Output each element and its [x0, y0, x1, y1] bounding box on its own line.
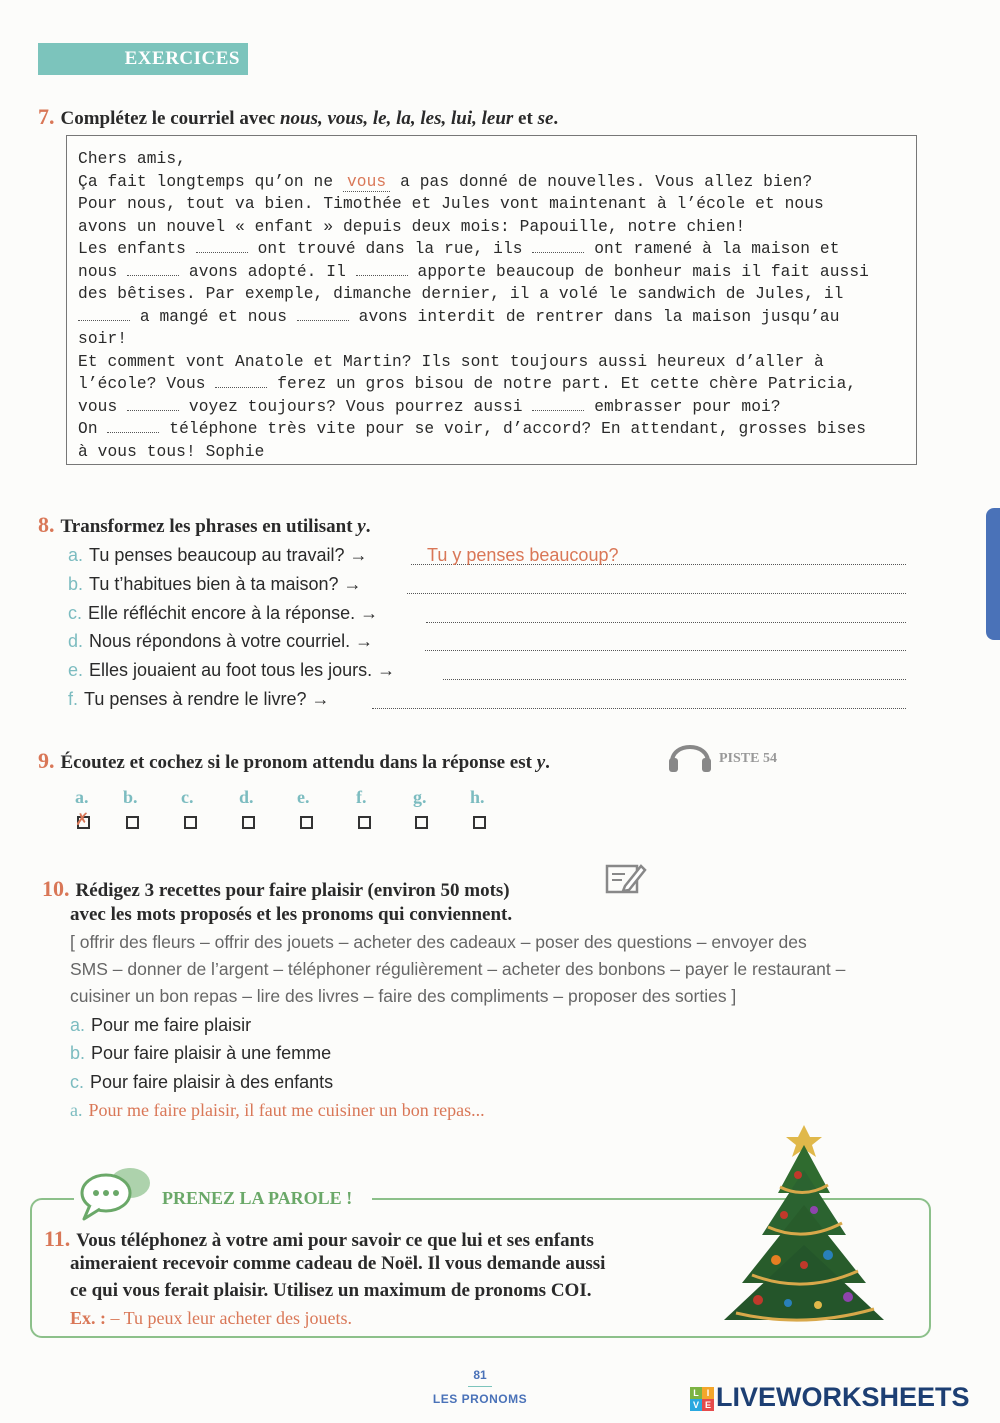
ex8-answer-a[interactable]: Tu y penses beaucoup? [427, 545, 619, 565]
email-line: vous voyez toujours? Vous pourrez aussi embrasser pour moi? [78, 397, 781, 416]
section-title: PRENEZ LA PAROLE ! [162, 1188, 353, 1208]
email-blank[interactable] [107, 420, 159, 433]
ex8-answer-line-f[interactable] [372, 707, 906, 709]
ex9-letter-h: h. [470, 787, 485, 807]
headphones-icon[interactable] [666, 734, 714, 774]
email-blank[interactable] [127, 263, 179, 276]
ex9-checkbox-h[interactable] [473, 816, 486, 829]
ex9-checkbox-g[interactable] [415, 816, 428, 829]
ex7-title: 7. Complétez le courriel avec nous, vous, le, la, les, lui, leur et se. [38, 104, 559, 129]
email-line: l’école? Vous ferez un gros bisou de notre part. Et cette chère Patricia, [78, 375, 857, 393]
ex9-letter-c: c. [181, 787, 194, 807]
writing-icon [605, 860, 647, 896]
ex9-letter-g: g. [413, 787, 427, 807]
brand-logo-icon: L I V E [690, 1387, 714, 1411]
ex9-letter-d: d. [239, 787, 254, 807]
brand-name: LIVEWORKSHEETS [716, 1382, 970, 1412]
ex11-example: Ex. : – Tu peux leur acheter des jouets. [70, 1308, 352, 1328]
ex8-item-e: e. Elles jouaient au foot tous les jours. → [68, 660, 396, 680]
ex8-item-a: a. Tu penses beaucoup au travail? → [68, 545, 368, 565]
ex10-item-c: c. Pour faire plaisir à des enfants [70, 1072, 334, 1092]
ex10-item-a: a. Pour me faire plaisir [70, 1015, 252, 1035]
email-blank[interactable] [532, 398, 584, 411]
ex9-checkbox-d[interactable] [242, 816, 255, 829]
ex9-letter-a: a. [75, 787, 89, 807]
email-blank[interactable] [356, 263, 408, 276]
ex8-item-b: b. Tu t’habitues bien à ta maison? → [68, 574, 362, 594]
ex9-letter-b: b. [123, 787, 138, 807]
ex11-line3: ce qui vous ferait plaisir. Utilisez un maximum de pronoms COI. [70, 1280, 592, 1301]
ex10-title: 10. Rédigez 3 recettes pour faire plaisir (environ 50 mots) [42, 876, 510, 901]
section-banner: EXERCICES [38, 43, 248, 75]
email-blank[interactable] [297, 308, 349, 321]
email-line: Ça fait longtemps qu’on ne vous a pas donné de nouvelles. Vous allez bien? [78, 172, 813, 191]
ex10-example: a. Pour me faire plaisir, il faut me cuisiner un bon repas... [70, 1100, 485, 1120]
ex8-number: 8. [38, 512, 55, 537]
ex8-item-c: c. Elle réfléchit encore à la réponse. → [68, 603, 379, 623]
ex8-item-d: d. Nous répondons à votre courriel. → [68, 631, 374, 651]
email-line: Les enfants ont trouvé dans la rue, ils ont ramené à la maison et [78, 240, 840, 258]
ex9-check-mark: ✗ [75, 810, 90, 830]
ex9-checkbox-b[interactable] [126, 816, 139, 829]
chapter-name: LES PRONOMS [432, 1392, 528, 1406]
ex8-answer-line-e[interactable] [443, 678, 906, 680]
ex8-item-f: f. Tu penses à rendre le livre? → [68, 689, 330, 709]
ex7-number: 7. [38, 104, 55, 129]
email-blank[interactable] [127, 398, 179, 411]
email-blank-answer[interactable]: vous [343, 173, 390, 192]
email-line: des bêtises. Par exemple, dimanche dernier, il a volé le sandwich de Jules, il [78, 285, 844, 303]
email-blank[interactable] [532, 240, 584, 253]
email-line: Chers amis, [78, 150, 186, 168]
ex11-line1: 11. Vous téléphonez à votre ami pour savoir ce que lui et ses enfants [44, 1226, 594, 1251]
ex9-number: 9. [38, 748, 55, 773]
email-blank[interactable] [215, 375, 267, 388]
email-line: Et comment vont Anatole et Martin? Ils sont toujours aussi heureux d’aller à [78, 352, 824, 371]
email-line: à vous tous! Sophie [78, 442, 265, 461]
ex10-word-list-3: cuisiner un bon repas – lire des livres – faire des compliments – proposer des sorties ] [70, 986, 737, 1006]
ex9-checkbox-c[interactable] [184, 816, 197, 829]
ex10-word-list-1: [ offrir des fleurs – offrir des jouets – acheter des cadeaux – poser des questions – envoyer des [70, 932, 807, 952]
ex9-checkbox-e[interactable] [300, 816, 313, 829]
ex8-answer-line-d[interactable] [425, 649, 906, 651]
ex9-title: 9. Écoutez et cochez si le pronom attendu dans la réponse est y. [38, 748, 550, 773]
ex11-line2: aimeraient recevoir comme cadeau de Noël. Il vous demande aussi [70, 1253, 606, 1274]
speech-bubble-icon [76, 1163, 156, 1223]
ex9-letter-e: e. [297, 787, 310, 807]
page-number: 81 [473, 1368, 487, 1382]
ex11-number: 11. [44, 1226, 71, 1251]
ex10-item-b: b. Pour faire plaisir à une femme [70, 1043, 332, 1063]
email-blank[interactable] [196, 240, 248, 253]
email-line: a mangé et nous avons interdit de rentrer dans la maison jusqu’au [78, 306, 869, 329]
side-tab [986, 508, 1000, 640]
ex10-number: 10. [42, 876, 70, 901]
ex9-checkbox-f[interactable] [358, 816, 371, 829]
email-line: On téléphone très vite pour se voir, d’accord? En attendant, grosses bises [78, 420, 867, 438]
page-number-rule [468, 1386, 492, 1387]
ex10-title-line2: avec les mots proposés et les pronoms qui conviennent. [70, 904, 513, 925]
ex9-letter-f: f. [356, 787, 367, 807]
email-line: Pour nous, tout va bien. Timothée et Jules vont maintenant à l’école et nous [78, 195, 824, 213]
email-text [78, 148, 869, 463]
ex10-word-list-2: SMS – donner de l’argent – téléphoner régulièrement – acheter des bonbons – payer le restaurant – [70, 959, 846, 979]
christmas-tree-image [718, 1115, 890, 1330]
email-line: nous avons adopté. Il apporte beaucoup de bonheur mais il fait aussi [78, 262, 869, 281]
ex8-title: 8. Transformez les phrases en utilisant y. [38, 512, 371, 537]
email-line: avons un nouvel « enfant » depuis deux mois: Papouille, notre chien! [78, 217, 746, 236]
email-blank[interactable] [78, 308, 130, 321]
ex8-answer-line-b[interactable] [407, 592, 906, 594]
track-label: PISTE 54 [719, 751, 777, 766]
ex8-answer-line-c[interactable] [426, 621, 906, 623]
email-line: soir! [78, 330, 128, 348]
